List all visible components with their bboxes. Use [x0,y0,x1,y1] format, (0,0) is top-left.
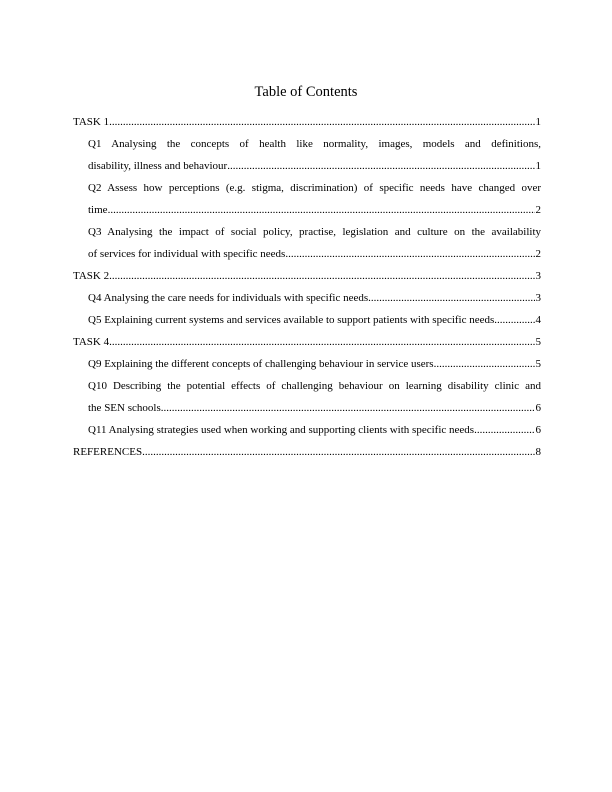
toc-entry-q2[interactable] [73,177,541,221]
toc-entry-references[interactable] [73,441,541,463]
toc-entry-text-cont: disability, illness and behaviour [88,160,228,172]
toc-entry-q1[interactable] [73,133,541,177]
toc-entry-text-cont: of services for individual with specific needs [88,248,286,260]
toc-entry-text: TASK 4 [73,336,110,348]
dot-leader [368,287,534,309]
toc-page-number: 2 [535,248,541,260]
toc-page-number: 4 [535,314,541,326]
toc-entry-q9[interactable] [73,353,541,375]
toc-entry-q5[interactable] [73,309,541,331]
toc-entry-q3[interactable] [73,221,541,265]
dot-leader [434,353,535,375]
toc-list [73,111,541,463]
toc-page-number: 8 [535,446,541,458]
toc-page-number: 2 [535,204,541,216]
dot-leader [497,309,534,331]
dot-leader [108,199,535,221]
toc-title: Table of Contents [254,84,358,100]
toc-entry-text: Q11 Analysing strategies used when working and supporting clients with specific needs [88,424,475,436]
toc-page-number: 5 [535,336,541,348]
toc-page-number: 1 [535,116,541,128]
toc-entry-task4[interactable] [73,331,541,353]
toc-entry-task1[interactable] [73,111,541,133]
dot-leader [109,331,534,353]
toc-page-number: 3 [535,270,541,282]
toc-page-number: 6 [535,424,541,436]
toc-entry-text: Q5 Explaining current systems and services available to support patients with specific needs. [88,314,498,326]
toc-entry-text-cont: the SEN schools [88,402,161,414]
toc-entry-q11[interactable] [73,419,541,441]
toc-page-number: 6 [535,402,541,414]
dot-leader [109,265,534,287]
toc-entry-text: Q2 Assess how perceptions (e.g. stigma, discrimination) of specific needs have changed over [88,182,541,194]
toc-entry-text: Q3 Analysing the impact of social policy, practise, legislation and culture on the availability [88,226,541,238]
toc-entry-q4[interactable] [73,287,541,309]
dot-leader [161,397,535,419]
toc-page-number: 1 [535,160,541,172]
dot-leader [142,441,534,463]
toc-entry-text-cont: time [88,204,108,216]
dot-leader [227,155,534,177]
toc-entry-text: REFERENCES [73,446,143,458]
dot-leader [474,419,534,441]
toc-entry-text: Q4 Analysing the care needs for individuals with specific needs [88,292,369,304]
dot-leader [285,243,534,265]
toc-entry-task2[interactable] [73,265,541,287]
toc-page-number: 5 [535,358,541,370]
toc-entry-text: Q9 Explaining the different concepts of challenging behaviour in service users [88,358,434,370]
toc-entry-text: TASK 2 [73,270,110,282]
toc-page-number: 3 [535,292,541,304]
toc-entry-q10[interactable] [73,375,541,419]
toc-entry-text: Q10 Describing the potential effects of challenging behaviour on learning disability clinic and [88,380,541,392]
toc-entry-text: TASK 1 [73,116,110,128]
dot-leader [109,111,534,133]
toc-entry-text: Q1 Analysing the concepts of health like normality, images, models and definitions, [88,138,541,150]
